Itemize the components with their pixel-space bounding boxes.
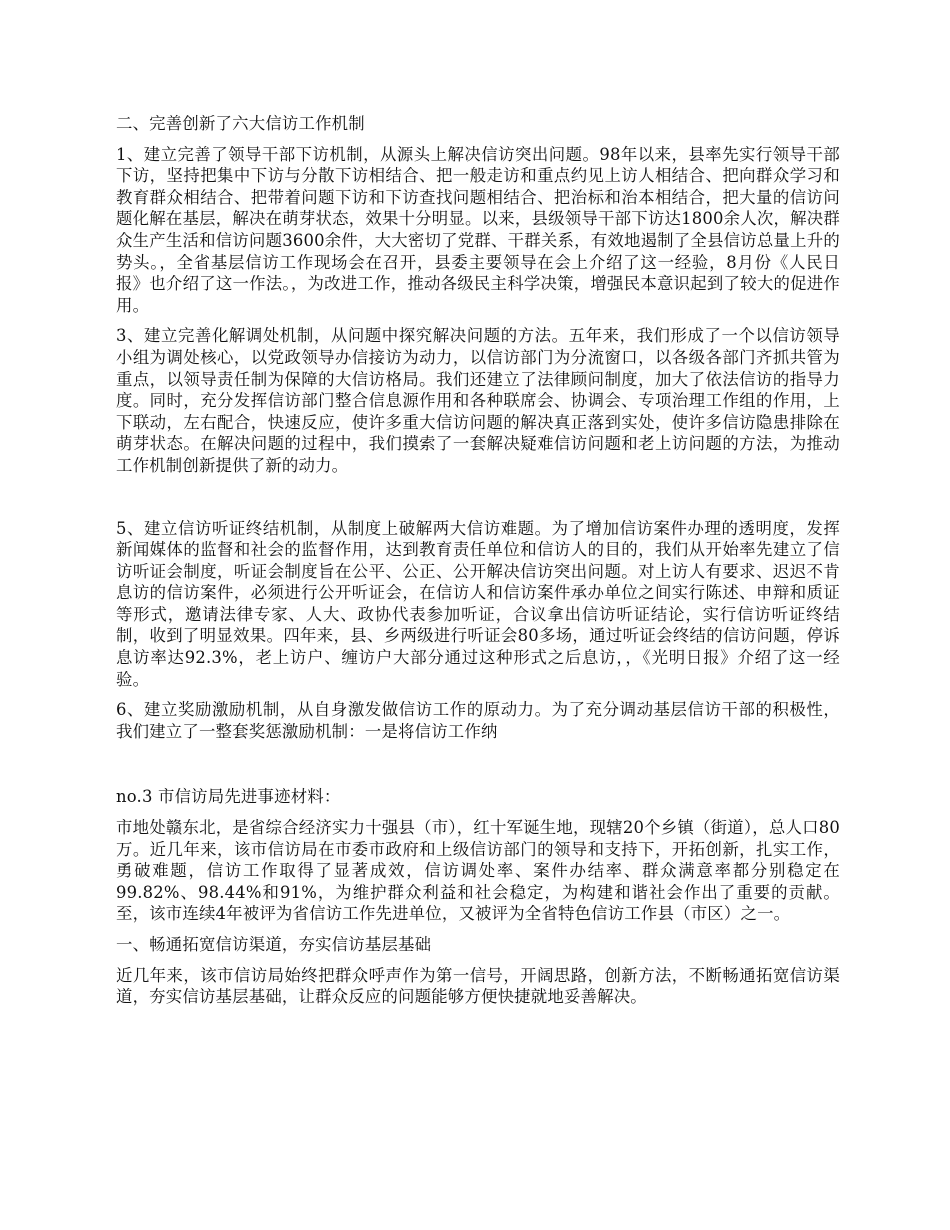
blank-space <box>116 751 840 786</box>
paragraph-hearing-mechanism: 5、建立信访听证终结机制，从制度上破解两大信访难题。为了增加信访案件办理的透明度，发挥新闻媒体的监督和社会的监督作用，达到教育责任单位和信访人的目的，我们从开始率先建立了信访听证会制度，听证会制度旨在公平、公正、公开解决信访突出问题。对上访人有要求、迟迟不肯息访的信访案件，必须进行公开听证会，在信访人和信访案件承办单位之间实行陈述、申辩和质证等形式，邀请法律专家、人大、政协代表参加听证，合议拿出信访听证结论，实行信访听证终结制，收到了明显效果。四年来，县、乡两级进行听证会80多场，通过听证会终结的信访问题，停诉息访率达92.3%，老上访户、缠访户大部分通过这种形式之后息访，，《光明日报》介绍了这一经验。 <box>116 518 840 689</box>
blank-space <box>116 486 840 518</box>
material-title: no.3 市信访局先进事迹材料： <box>116 787 341 807</box>
paragraph-leader-visits: 1、建立完善了领导干部下访机制，从源头上解决信访突出问题。98年以来，县率先实行领导干部下访，坚持把集中下访与分散下访相结合、把一般走访和重点约见上访人相结合、把向群众学习和教育群众相结合、把带着问题下访和下访查找问题相结合、把治标和治本相结合，把大量的信访问题化解在基层，解决在萌芽状态，效果十分明显。以来，县级领导干部下访达1800余人次，解决群众生产生活和信访问题3600余件，大大密切了党群、干群关系，有效地遏制了全县信访总量上升的势头。，全省基层信访工作现场会在召开，县委主要领导在会上介绍了这一经验，8月份《人民日报》也介绍了这一作法。，为改进工作，推动各级民主科学决策，增强民本意识起到了较大的促进作用。 <box>116 144 840 315</box>
section-heading-channels: 一、畅通拓宽信访渠道，夯实信访基层基础 <box>116 935 432 954</box>
document-body <box>116 113 840 1017</box>
paragraph-city-overview: 市地处赣东北，是省综合经济实力十强县（市），红十军诞生地，现辖20个乡镇（街道），总人口80万。近几年来，该市信访局在市委市政府和上级信访部门的领导和支持下，开拓创新，扎实工作，勇破难题，信访工作取得了显著成效，信访调处率、案件办结率、群众满意率都分别稳定在99.82%、98.44%和91%，为维护群众利益和社会稳定，为构建和谐社会作出了重要的贡献。至，该市连续4年被评为省信访工作先进单位，又被评为全省特色信访工作县（市区）之一。 <box>116 818 840 924</box>
section-heading-mechanisms: 二、完善创新了六大信访工作机制 <box>116 114 365 133</box>
paragraph-channels: 近几年来，该市信访局始终把群众呼声作为第一信号，开阔思路，创新方法，不断畅通拓宽信访渠道，夯实信访基层基础，让群众反应的问题能够方便快捷就地妥善解决。 <box>116 965 840 1007</box>
paragraph-incentive-mechanism: 6、建立奖励激励机制，从自身激发做信访工作的原动力。为了充分调动基层信访干部的积极性，我们建立了一整套奖惩激励机制：一是将信访工作纳 <box>116 700 840 741</box>
paragraph-mediation-mechanism: 3、建立完善化解调处机制，从问题中探究解决问题的方法。五年来，我们形成了一个以信访领导小组为调处核心，以党政领导办信接访为动力，以信访部门为分流窗口，以各级各部门齐抓共管为重点，以领导责任制为保障的大信访格局。我们还建立了法律顾问制度，加大了依法信访的指导力度。同时，充分发挥信访部门整合信息源作用和各种联席会、协调会、专项治理工作组的作用，上下联动，左右配合，快速反应，使许多重大信访问题的解决真正落到实处，使许多信访隐患排除在萌芽状态。在解决问题的过程中，我们摸索了一套解决疑难信访问题和老上访问题的方法，为推动工作机制创新提供了新的动力。 <box>116 326 840 475</box>
